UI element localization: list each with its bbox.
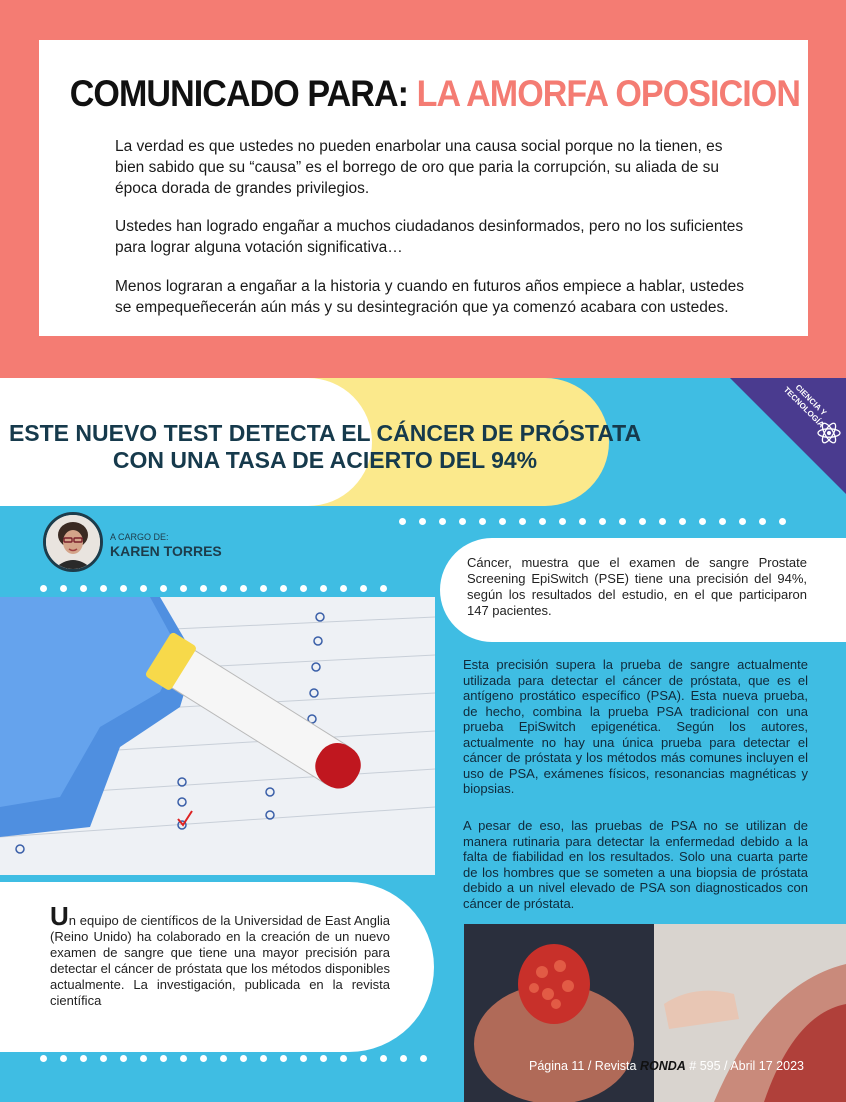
dot-divider — [40, 585, 387, 593]
article-paragraph: Esta precisión supera la prueba de sangre actualmente utilizada para detectar el cáncer de próstata, que es el antígeno prostático específico (PSA). Esta nueva prueba, de hecho, combina la prueba PSA tradicional con una prueba EpiSwitch epigenética. Según los autores, actualmente no hay una única prueba para detectar el cáncer de próstata y los métodos más comunes incluyen el uso de PSA, exámenes físicos, resonancias magnéticas y biopsias. — [463, 657, 808, 796]
dropcap: U — [50, 901, 69, 931]
article-section — [0, 378, 846, 1102]
dot-divider — [40, 1055, 427, 1063]
intro-text: n equipo de científicos de la Universidad de East Anglia (Reino Unido) ha colaborado en la creación de un nuevo examen de sangre que tiene una mayor precisión para detectar el cáncer de próstata que los métodos disponibles actualmente. La investigación, publicada en la revista científica — [50, 913, 390, 1008]
footer-brand: RONDA — [639, 1059, 686, 1073]
headline-line-2: CON UNA TASA DE ACIERTO DEL 94% — [112, 447, 538, 473]
article-paragraph: A pesar de eso, las pruebas de PSA no se utilizan de manera rutinaria para detectar la enfermedad debido a la falta de fiabilidad en los resultados. Solo una cuarta parte de los hombres que se someten a una biopsia de próstata debido a un nivel elevado de PSA son diagnosticados con cáncer de próstata. — [463, 818, 808, 911]
communique-paragraph: La verdad es que ustedes no pueden enarbolar una causa social porque no la tienen, es bien sabido que su “causa” es el borrego de oro que paria la corrupción, su aliada de su época dorada de grandes privilegios. — [115, 138, 723, 197]
communique-paragraph: Ustedes han logrado engañar a muchos ciudadanos desinformados, pero no los suficientes para lograr alguna votación significativa… — [115, 218, 744, 256]
communique-card — [39, 40, 808, 336]
author-name: KAREN TORRES — [110, 543, 222, 559]
communique-paragraph: Menos lograran a engañar a la historia y cuando en futuros años empiece a hablar, ustedes se empequeñecerán aún más y su desintegración que ya comenzó acabara con ustedes. — [115, 278, 745, 316]
prostate-photo — [464, 924, 846, 1102]
byline-label: A CARGO DE: — [110, 532, 169, 542]
section-tag: CIENCIA Y TECNOLOGÍA — [781, 382, 829, 430]
psa-test-photo — [0, 597, 435, 875]
atom-icon — [816, 420, 842, 446]
footer-page: Página 11 / Revista — [529, 1059, 637, 1073]
communique-title-target: LA AMORFA OPOSICION — [416, 73, 801, 114]
communique-title-lead: COMUNICADO PARA: — [69, 73, 409, 114]
author-avatar — [43, 512, 103, 572]
headline-line-1: ESTE NUEVO TEST DETECTA EL CÁNCER DE PRÓSTATA — [8, 420, 642, 446]
footer-issue: # 595 / Abril 17 2023 — [689, 1059, 804, 1073]
dot-divider — [399, 518, 786, 526]
communique-band — [0, 0, 846, 378]
page-footer — [529, 1059, 829, 1073]
communique-title — [69, 73, 801, 115]
article-continuation: Cáncer, muestra que el examen de sangre Prostate Screening EpiSwitch (PSE) tiene una precisión del 94%, según los resultados del estudio, en el que participaron 147 pacientes. — [467, 555, 807, 618]
article-headline — [0, 420, 650, 474]
article-intro — [50, 901, 390, 1009]
